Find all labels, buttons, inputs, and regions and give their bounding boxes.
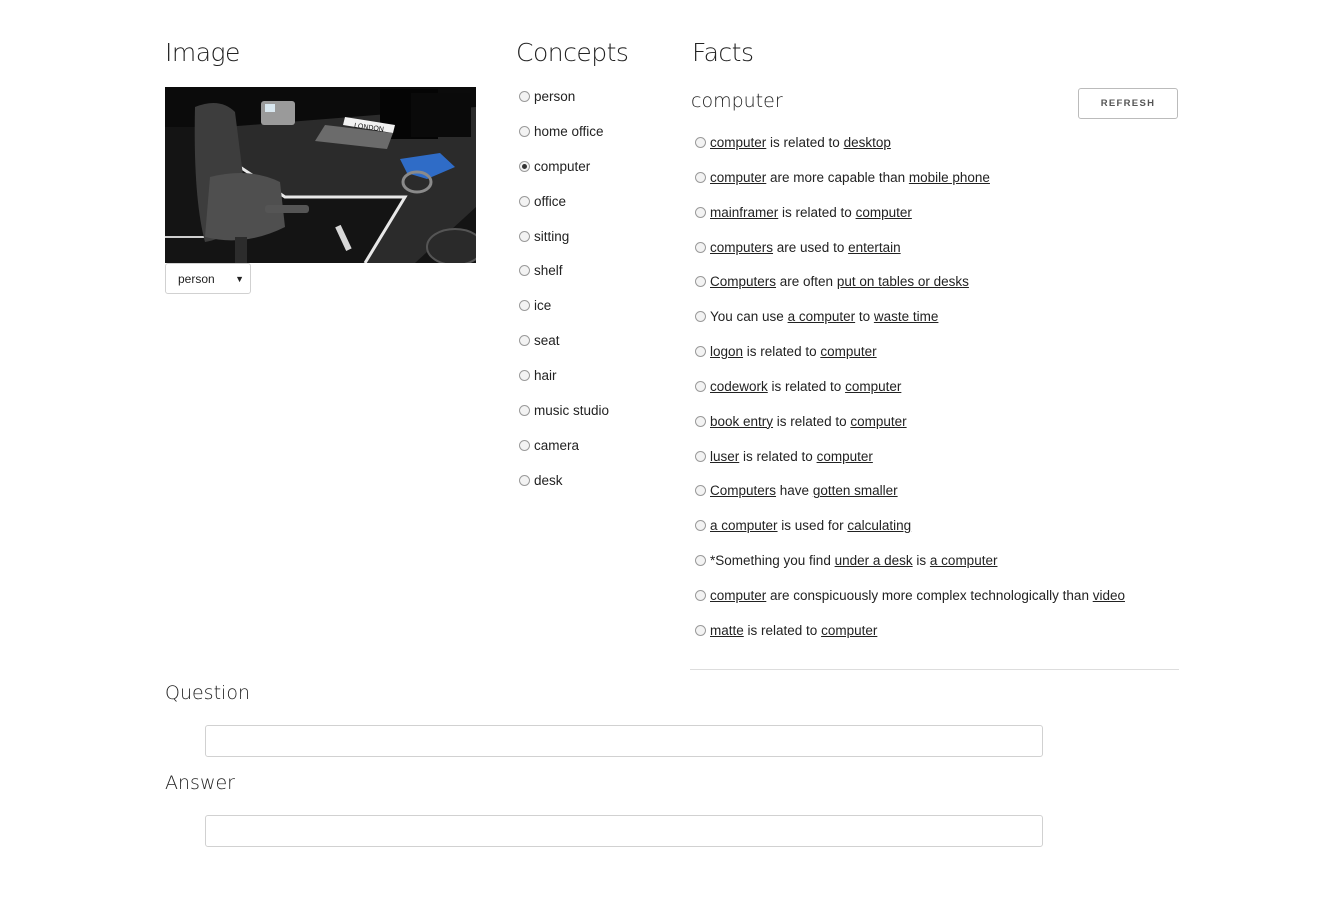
concept-label: person <box>534 89 576 104</box>
fact-link[interactable]: desktop <box>843 135 891 150</box>
fact-connector: are more capable than <box>766 169 909 185</box>
image-heading: Image <box>165 38 240 67</box>
fact-item[interactable] <box>695 344 1125 379</box>
fact-connector: are conspicuously more complex technologically than <box>766 587 1093 603</box>
fact-connector: to <box>855 309 874 325</box>
fact-list <box>695 135 1125 658</box>
concept-list <box>519 89 609 508</box>
concept-label: sitting <box>534 228 570 244</box>
fact-radio[interactable] <box>695 137 706 148</box>
selected-concept-title: computer <box>691 90 783 112</box>
fact-item[interactable] <box>695 518 1125 553</box>
concept-label: office <box>534 193 567 209</box>
fact-radio[interactable] <box>695 381 706 392</box>
fact-radio[interactable] <box>695 346 706 357</box>
fact-link[interactable]: book entry <box>710 413 774 429</box>
concept-item[interactable] <box>519 438 609 473</box>
fact-text <box>710 379 901 394</box>
concept-radio[interactable] <box>519 126 530 137</box>
concept-radio[interactable] <box>519 370 530 381</box>
fact-link[interactable]: entertain <box>848 239 901 255</box>
fact-link[interactable]: a computer <box>929 553 998 569</box>
scene-photo <box>165 87 476 263</box>
fact-text <box>710 240 901 255</box>
concept-label: music studio <box>534 403 610 419</box>
fact-connector: are often <box>776 274 837 290</box>
fact-item[interactable] <box>695 135 1125 170</box>
concept-item[interactable] <box>519 473 609 508</box>
fact-radio[interactable] <box>695 520 706 531</box>
fact-link[interactable]: computer <box>855 204 912 220</box>
concept-item[interactable] <box>519 333 609 368</box>
fact-link[interactable]: waste time <box>873 309 939 325</box>
concept-label: camera <box>534 437 580 453</box>
concept-radio[interactable] <box>519 161 530 172</box>
fact-link[interactable]: computer <box>710 169 767 185</box>
fact-connector: is related to <box>773 413 851 429</box>
answer-heading: Answer <box>165 772 235 794</box>
fact-link[interactable]: computer <box>845 378 902 394</box>
fact-text <box>710 483 898 498</box>
concept-label: home office <box>534 123 604 139</box>
concept-select-value: person <box>178 272 215 286</box>
concept-item[interactable] <box>519 194 609 229</box>
fact-text <box>710 344 877 359</box>
fact-connector: You can use <box>710 309 788 325</box>
concept-item[interactable] <box>519 403 609 438</box>
fact-radio[interactable] <box>695 207 706 218</box>
concept-label: computer <box>534 158 591 174</box>
fact-item[interactable] <box>695 588 1125 623</box>
fact-radio[interactable] <box>695 485 706 496</box>
concept-radio[interactable] <box>519 405 530 416</box>
fact-radio[interactable] <box>695 625 706 636</box>
fact-connector: is related to <box>743 344 821 360</box>
photo-sign-text: LONDON <box>353 122 385 134</box>
fact-link[interactable]: Computers <box>710 274 777 290</box>
fact-text <box>710 518 911 533</box>
concept-radio[interactable] <box>519 196 530 207</box>
fact-link[interactable]: computer <box>850 413 907 429</box>
fact-text <box>710 449 873 464</box>
fact-radio[interactable] <box>695 451 706 462</box>
fact-connector: is <box>912 553 930 569</box>
concept-label: desk <box>534 472 563 488</box>
fact-link[interactable]: computers <box>710 239 774 255</box>
fact-radio[interactable] <box>695 311 706 322</box>
concept-item[interactable] <box>519 263 609 298</box>
fact-link[interactable]: under a desk <box>834 553 913 569</box>
answer-input[interactable] <box>205 815 1043 847</box>
concept-radio[interactable] <box>519 300 530 311</box>
concept-label: hair <box>534 368 557 384</box>
fact-link[interactable]: codework <box>710 378 768 394</box>
fact-text <box>710 309 938 324</box>
fact-item[interactable] <box>695 553 1125 588</box>
concept-item[interactable] <box>519 124 609 159</box>
fact-connector: is used for <box>777 518 848 534</box>
fact-link[interactable]: mobile phone <box>908 169 990 185</box>
fact-link[interactable]: computer <box>710 135 767 150</box>
concept-item[interactable] <box>519 159 609 194</box>
fact-radio[interactable] <box>695 416 706 427</box>
fact-item[interactable] <box>695 170 1125 205</box>
concepts-heading: Concepts <box>516 38 629 67</box>
fact-link[interactable]: computer <box>820 344 877 360</box>
fact-link[interactable]: a computer <box>787 309 856 325</box>
concept-radio[interactable] <box>519 231 530 242</box>
fact-radio[interactable] <box>695 555 706 566</box>
fact-link[interactable]: a computer <box>710 518 778 534</box>
concept-radio[interactable] <box>519 475 530 486</box>
fact-link[interactable]: calculating <box>847 518 912 534</box>
concept-item[interactable] <box>519 298 609 333</box>
fact-link[interactable]: matte <box>710 622 744 638</box>
fact-item[interactable] <box>695 274 1125 309</box>
fact-text <box>710 170 990 185</box>
fact-text <box>710 205 912 220</box>
fact-item[interactable] <box>695 379 1125 414</box>
fact-item[interactable] <box>695 449 1125 484</box>
fact-connector: is related to <box>739 448 817 464</box>
fact-radio[interactable] <box>695 242 706 253</box>
concept-radio[interactable] <box>519 335 530 346</box>
concept-item[interactable] <box>519 229 609 264</box>
fact-link[interactable]: computer <box>710 587 767 603</box>
fact-connector: is related to <box>743 622 822 638</box>
fact-radio[interactable] <box>695 590 706 601</box>
fact-text <box>710 623 877 638</box>
fact-text <box>710 135 891 150</box>
concept-radio[interactable] <box>519 91 530 102</box>
fact-connector: are used to <box>773 239 849 255</box>
chevron-down-icon: ▼ <box>235 274 244 284</box>
fact-link[interactable]: gotten smaller <box>812 483 898 499</box>
concept-item[interactable] <box>519 89 609 124</box>
fact-item[interactable] <box>695 205 1125 240</box>
concept-item[interactable] <box>519 368 609 403</box>
fact-radio[interactable] <box>695 276 706 287</box>
concept-label: shelf <box>534 263 563 279</box>
concept-label: seat <box>534 333 560 349</box>
fact-item[interactable] <box>695 309 1125 344</box>
fact-item[interactable] <box>695 483 1125 518</box>
question-input[interactable] <box>205 725 1043 757</box>
fact-text <box>710 553 997 568</box>
fact-item[interactable] <box>695 414 1125 449</box>
fact-link[interactable]: computer <box>821 622 878 638</box>
fact-link[interactable]: video <box>1092 587 1125 603</box>
question-heading: Question <box>165 682 250 704</box>
fact-text <box>710 588 1125 603</box>
fact-text <box>710 414 907 429</box>
concept-select[interactable] <box>165 263 251 294</box>
concept-label: ice <box>534 298 552 314</box>
fact-radio[interactable] <box>695 172 706 183</box>
fact-link[interactable]: Computers <box>710 483 777 499</box>
fact-link[interactable]: logon <box>710 344 744 360</box>
fact-link[interactable]: computer <box>816 448 873 464</box>
fact-connector: is related to <box>778 204 856 220</box>
fact-connector: have <box>776 483 813 499</box>
scene-photo-drawing <box>165 87 476 263</box>
fact-connector: is related to <box>767 378 846 394</box>
fact-text <box>710 274 969 289</box>
fact-connector: is related to <box>766 135 844 150</box>
concept-radio[interactable] <box>519 440 530 451</box>
refresh-button[interactable]: REFRESH <box>1078 88 1178 119</box>
divider <box>690 669 1179 670</box>
fact-connector: *Something you find <box>710 553 835 569</box>
fact-link[interactable]: put on tables or desks <box>836 274 969 290</box>
facts-heading: Facts <box>692 38 754 67</box>
fact-link[interactable]: mainframer <box>710 204 779 220</box>
fact-item[interactable] <box>695 623 1125 658</box>
fact-item[interactable] <box>695 240 1125 275</box>
concept-radio[interactable] <box>519 265 530 276</box>
fact-link[interactable]: luser <box>710 448 740 464</box>
